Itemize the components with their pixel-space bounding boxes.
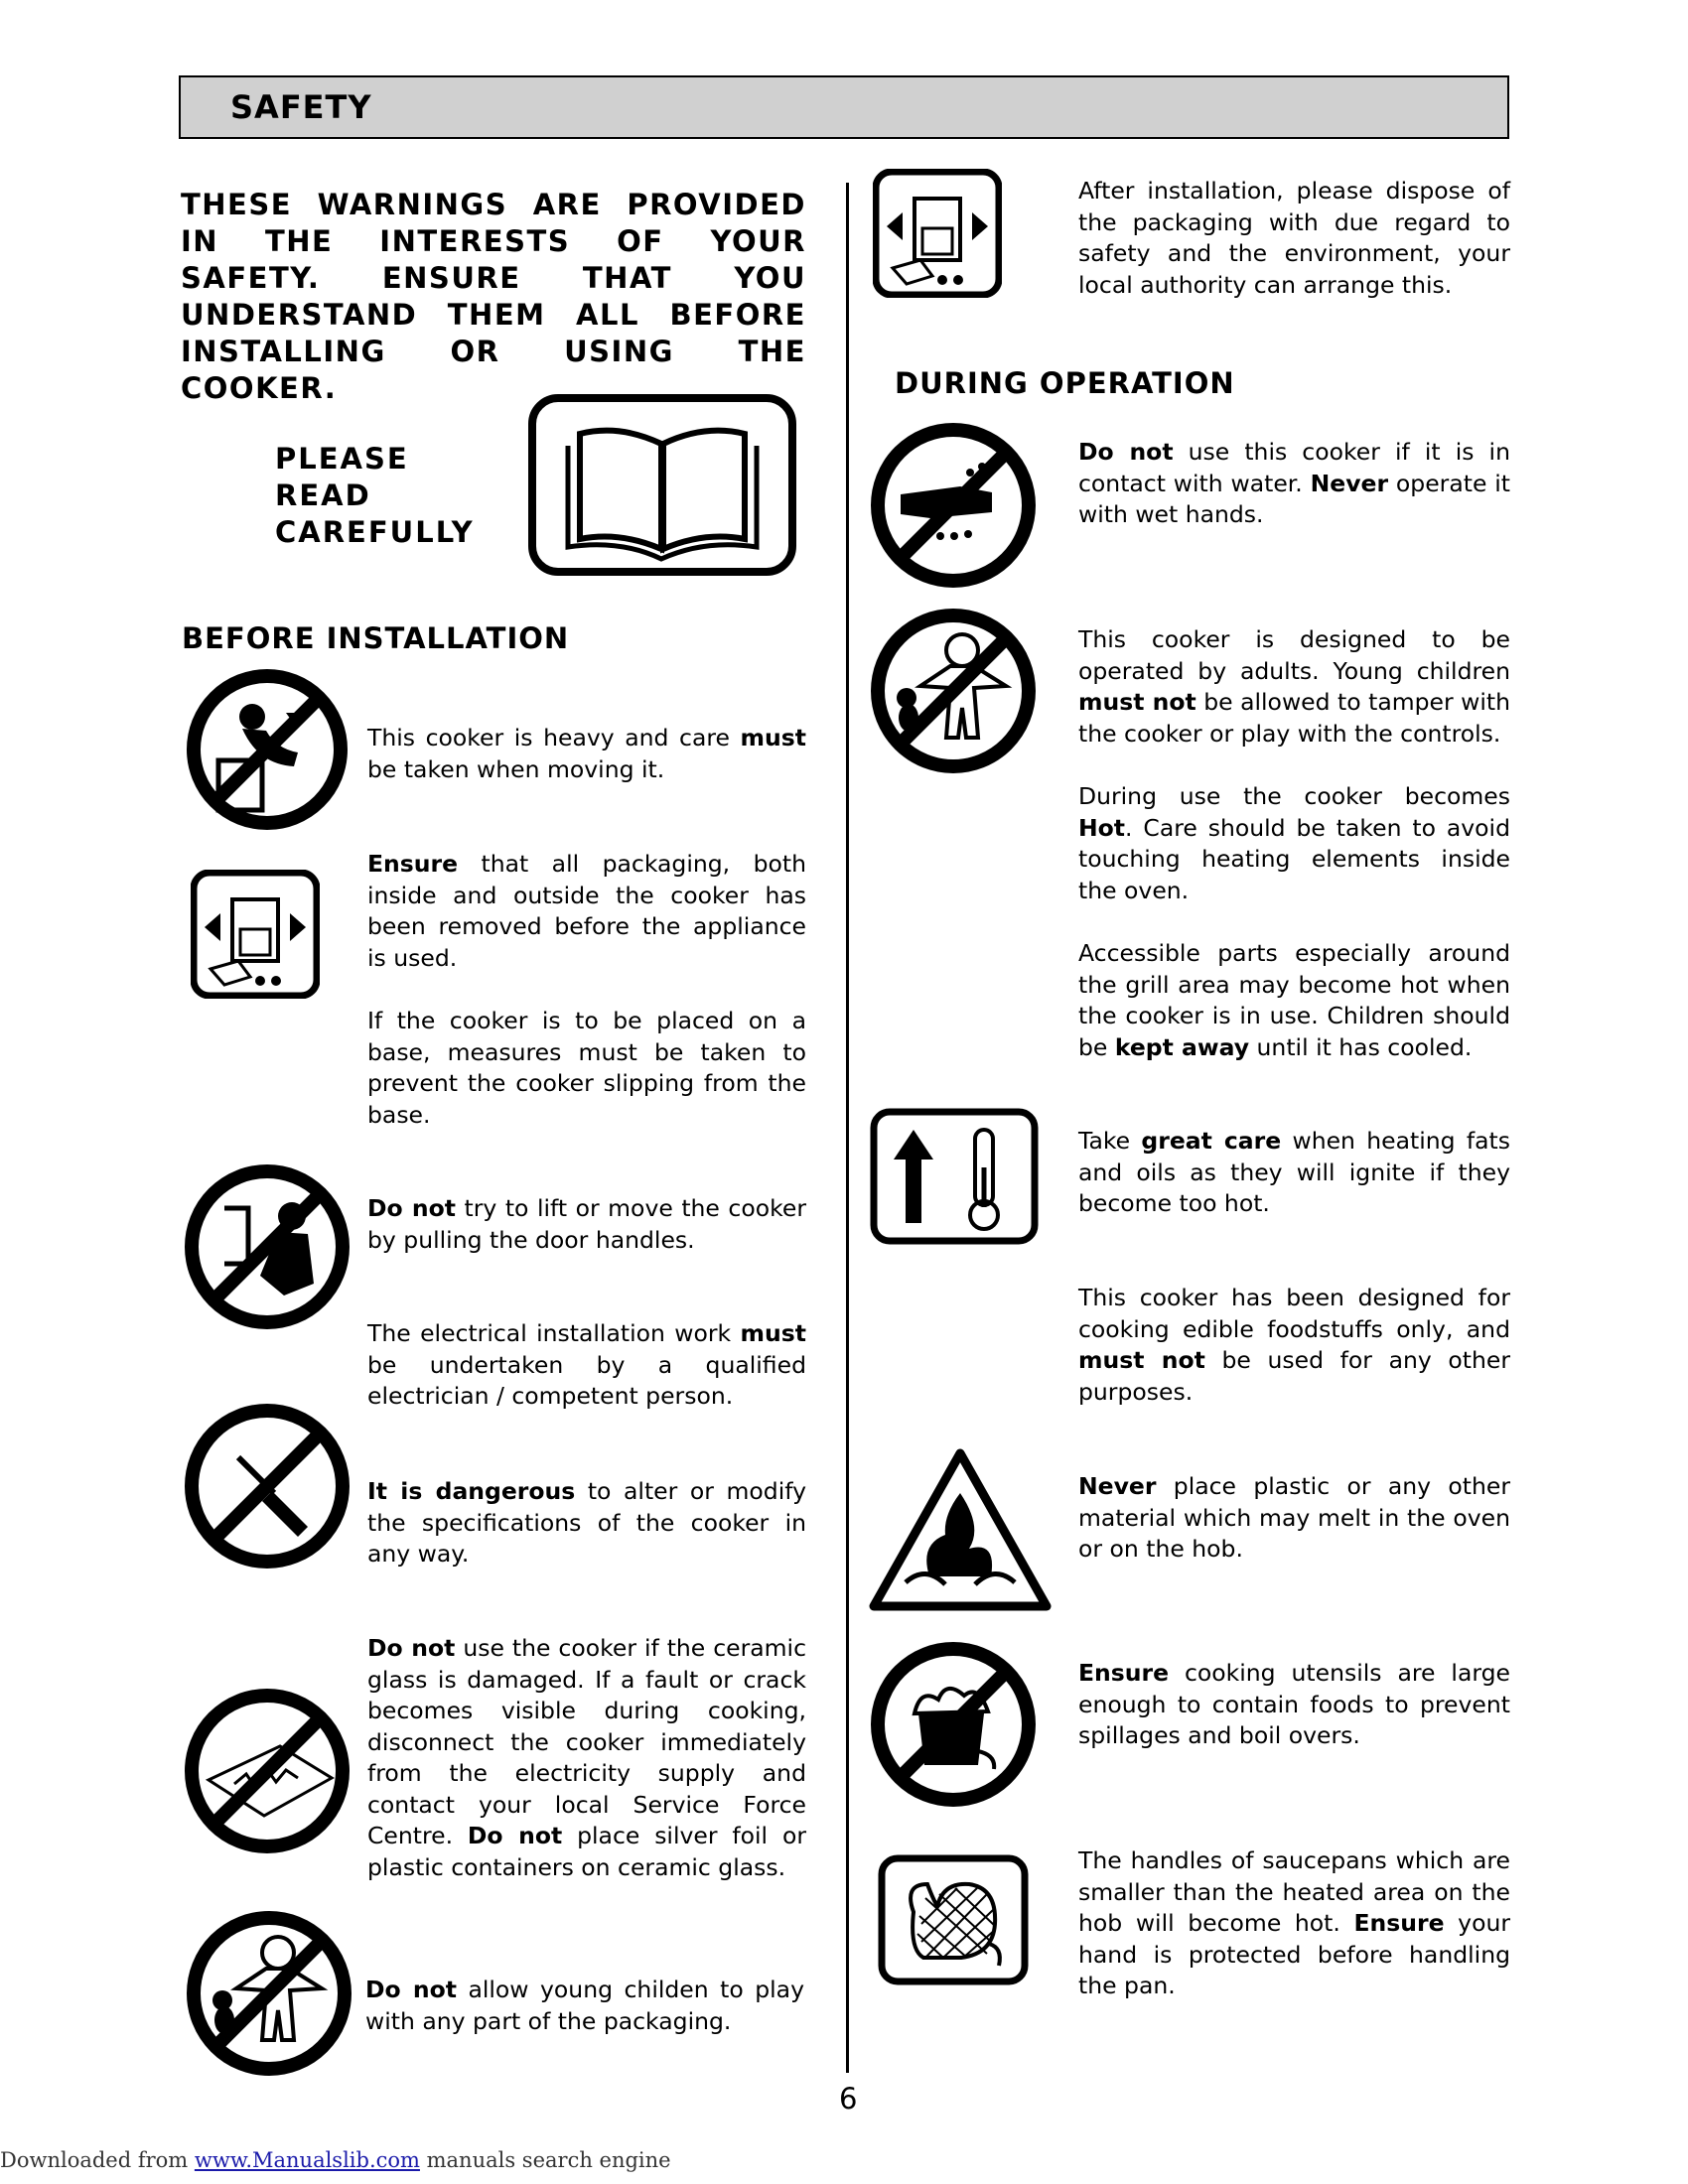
open-book-icon — [528, 394, 796, 576]
warning-adults-only: This cooker is designed to be operated by adults. Young children must not be allowed to tamper with the cooker or play with the controls. — [1078, 625, 1510, 748]
warning-door-handles: Do not try to lift or move the cooker by pulling the door handles. — [367, 1194, 806, 1254]
warning-cooker-hot: During use the cooker becomes Hot. Care should be taken to avoid touching heating elements inside the oven. — [1078, 782, 1510, 904]
oven-glove-icon — [878, 1854, 1029, 1985]
manualslib-link[interactable]: www.Manualslib.com — [194, 2148, 420, 2172]
warning-edible-foodstuffs: This cooker has been designed for cooking edible foodstuffs only, and must not be used for any other purposes. — [1078, 1284, 1511, 1406]
packaging-removal-icon — [191, 870, 320, 999]
no-child-controls-icon — [871, 609, 1036, 773]
no-lifting-heavy-icon — [187, 669, 348, 830]
column-divider — [846, 183, 849, 2073]
warning-boil-overs: Ensure cooking utensils are large enough to contain foods to prevent spillages and boil overs. — [1078, 1659, 1510, 1749]
warning-ceramic-glass: Do not use the cooker if the ceramic glass is damaged. If a fault or crack becomes visible during cooking, disconnect the cooker immediately from the electricity supply and contact your local Service Force Centre. Do not place silver foil or plastic containers on ceramic glass. — [367, 1634, 806, 1881]
warning-fats-oils: Take great care when heating fats and oils as they will ignite if they become too hot. — [1078, 1127, 1510, 1217]
section-header-bar — [179, 75, 1509, 139]
heading-during-operation: DURING OPERATION — [895, 366, 1235, 400]
warning-remove-packaging: Ensure that all packaging, both inside and outside the cooker has been removed before the appliance is used. — [367, 850, 806, 972]
no-door-handle-pull-icon — [185, 1164, 350, 1329]
warning-base-slipping: If the cooker is to be placed on a base, measures must be taken to prevent the cooker slipping from the base. — [367, 1007, 806, 1129]
no-screwdriver-modify-icon — [185, 1404, 350, 1569]
heading-before-installation: BEFORE INSTALLATION — [182, 621, 570, 655]
warning-accessible-parts: Accessible parts especially around the grill area may become hot when the cooker is in use. Children should be kept away until it has cooled. — [1078, 939, 1510, 1061]
warning-electrical-installation: The electrical installation work must be undertaken by a qualified electrician / competent person. — [367, 1319, 806, 1410]
warning-children-packaging: Do not allow young childen to play with any part of the packaging. — [365, 1976, 804, 2035]
page-title: SAFETY — [230, 88, 372, 126]
hot-oil-thermometer-icon — [870, 1108, 1039, 1245]
warning-heavy-cooker: This cooker is heavy and care must be taken when moving it. — [367, 724, 806, 783]
warning-modify-specifications: It is dangerous to alter or modify the specifications of the cooker in any way. — [367, 1477, 806, 1568]
warning-dispose-packaging: After installation, please dispose of the packaging with due regard to safety and the environment, your local authority can arrange this. — [1078, 177, 1510, 299]
no-boil-over-icon — [871, 1642, 1036, 1807]
no-damaged-glass-icon — [185, 1689, 350, 1853]
packaging-disposal-icon — [873, 169, 1002, 298]
warning-water-wet-hands: Do not use this cooker if it is in contact with water. Never operate it with wet hands. — [1078, 438, 1511, 528]
please-read-carefully: PLEASE READ CAREFULLY — [275, 442, 475, 549]
no-child-packaging-icon — [187, 1911, 352, 2076]
intro-warning: THESE WARNINGS ARE PROVIDED IN THE INTERESTS OF YOUR SAFETY. ENSURE THAT YOU UNDERSTAND THEM ALL BEFORE INSTALLING OR USING THE COOKER. — [181, 188, 806, 405]
download-footer: Downloaded from www.Manualslib.com manuals search engine — [0, 2148, 671, 2172]
page-number: 6 — [839, 2082, 858, 2116]
fire-warning-triangle-icon — [866, 1445, 1055, 1614]
warning-saucepan-handles: The handles of saucepans which are smaller than the heated area on the hob will become hot. Ensure your hand is protected before handling the pan. — [1078, 1846, 1511, 1999]
no-wet-hands-icon — [871, 423, 1036, 588]
warning-plastic-melt: Never place plastic or any other material which may melt in the oven or on the hob. — [1078, 1472, 1510, 1563]
